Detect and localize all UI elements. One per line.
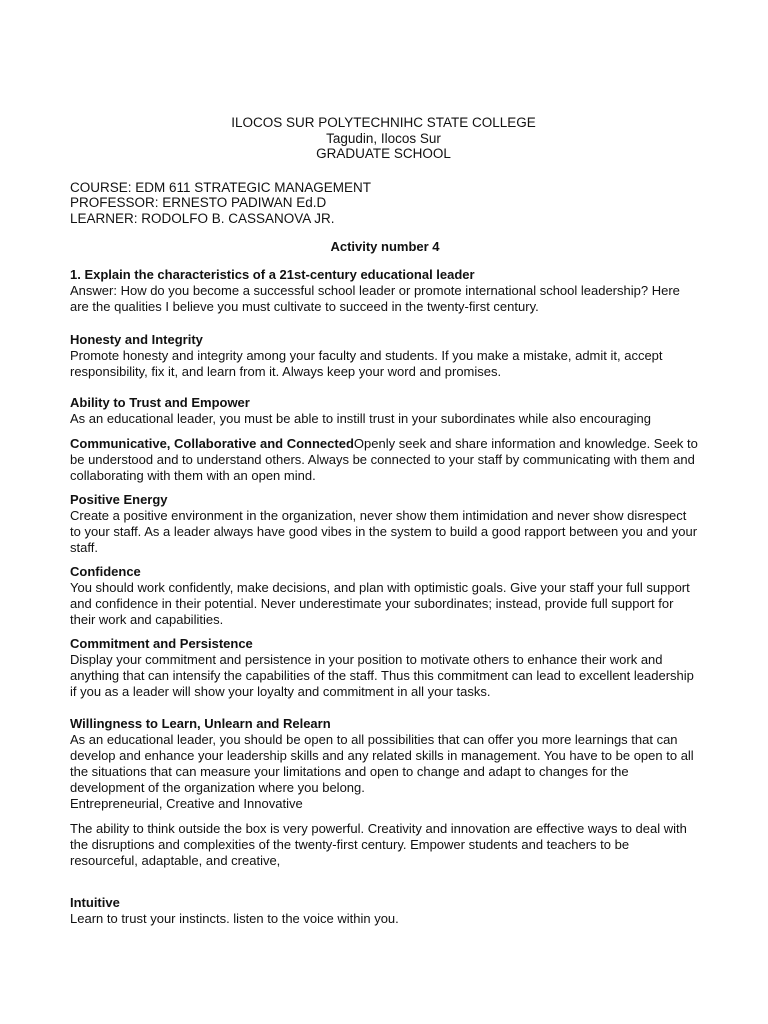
- learner-line: LEARNER: RODOLFO B. CASSANOVA JR.: [70, 210, 335, 226]
- section-body: As an educational leader, you should be open to all possibilities that can offer you more learnings that can develop and enhance your leadership skills and any related skills in management. You have to be open to all the situations that can measure your limitations and open to change and adapt to changes for the development of the organization where you belong.: [70, 732, 694, 795]
- section-trust: [70, 395, 700, 427]
- college-location: Tagudin, Ilocos Sur: [326, 130, 441, 146]
- section-title: Ability to Trust and Empower: [70, 395, 250, 410]
- section-title: Honesty and Integrity: [70, 332, 203, 347]
- section-intuitive: [70, 895, 700, 927]
- section-communicative: [70, 436, 700, 484]
- section-body: Learn to trust your instincts. listen to the voice within you.: [70, 911, 399, 926]
- course-line: COURSE: EDM 611 STRATEGIC MANAGEMENT: [70, 179, 372, 195]
- section-body: Promote honesty and integrity among your faculty and students. If you make a mistake, admit it, accept responsibility, fix it, and learn from it. Always keep your word and promises.: [70, 348, 663, 379]
- section-body: The ability to think outside the box is very powerful. Creativity and innovation are effective ways to deal with the disruptions and complexities of the twenty-first century. Empower students and teachers to be resourceful, adaptable, and creative,: [70, 821, 687, 868]
- activity-title: Activity number 4: [330, 239, 440, 254]
- question-text: 1. Explain the characteristics of a 21st-century educational leader: [70, 267, 475, 282]
- section-body: You should work confidently, make decisions, and plan with optimistic goals. Give your staff your full support and confidence in their potential. Never underestimate your subordinates; instead, provide full support for their work and capabilities.: [70, 580, 690, 627]
- section-body: Create a positive environment in the organization, never show them intimidation and never show disrespect to your staff. As a leader always have good vibes in the system to build a good rapport between you and your staff.: [70, 508, 698, 555]
- section-energy: [70, 492, 700, 556]
- section-title: Confidence: [70, 564, 141, 579]
- section-title: Positive Energy: [70, 492, 168, 507]
- section-paragraph: [70, 436, 700, 484]
- section-confidence: [70, 564, 700, 628]
- answer-text: Answer: How do you become a successful school leader or promote international school leadership? Here are the qualities I believe you must cultivate to succeed in the twenty-first century.: [70, 283, 680, 314]
- section-honesty: [70, 332, 700, 380]
- section-body: Display your commitment and persistence in your position to motivate others to enhance their work and anything that can intensify the capabilities of the staff. Thus this commitment can lead to excellent leadership if you as a leader will show your loyalty and commitment in all your tasks.: [70, 652, 694, 699]
- section-title: Commitment and Persistence: [70, 636, 253, 651]
- section-body: As an educational leader, you must be able to instill trust in your subordinates while also encouraging: [70, 411, 652, 426]
- section-subheading: Entrepreneurial, Creative and Innovative: [70, 796, 303, 811]
- section-willingness: [70, 716, 700, 812]
- document-header: [67, 115, 700, 162]
- section-body: Openly seek and share information and knowledge. Seek to be understood and to understand others. Always be connected to your staff by communicating with them and collaborating with them with an open mind.: [70, 436, 698, 483]
- section-creative: [70, 821, 700, 869]
- course-info: [70, 180, 700, 227]
- section-title: Willingness to Learn, Unlearn and Relearn: [70, 716, 331, 731]
- question-block: [70, 267, 700, 315]
- school-name: GRADUATE SCHOOL: [316, 146, 451, 161]
- document-body: [70, 115, 700, 927]
- section-title: Intuitive: [70, 895, 120, 910]
- section-commitment: [70, 636, 700, 700]
- section-title: Communicative, Collaborative and Connected: [70, 436, 354, 451]
- professor-line: PROFESSOR: ERNESTO PADIWAN Ed.D: [70, 195, 327, 210]
- college-name: ILOCOS SUR POLYTECHNIHC STATE COLLEGE: [231, 115, 536, 130]
